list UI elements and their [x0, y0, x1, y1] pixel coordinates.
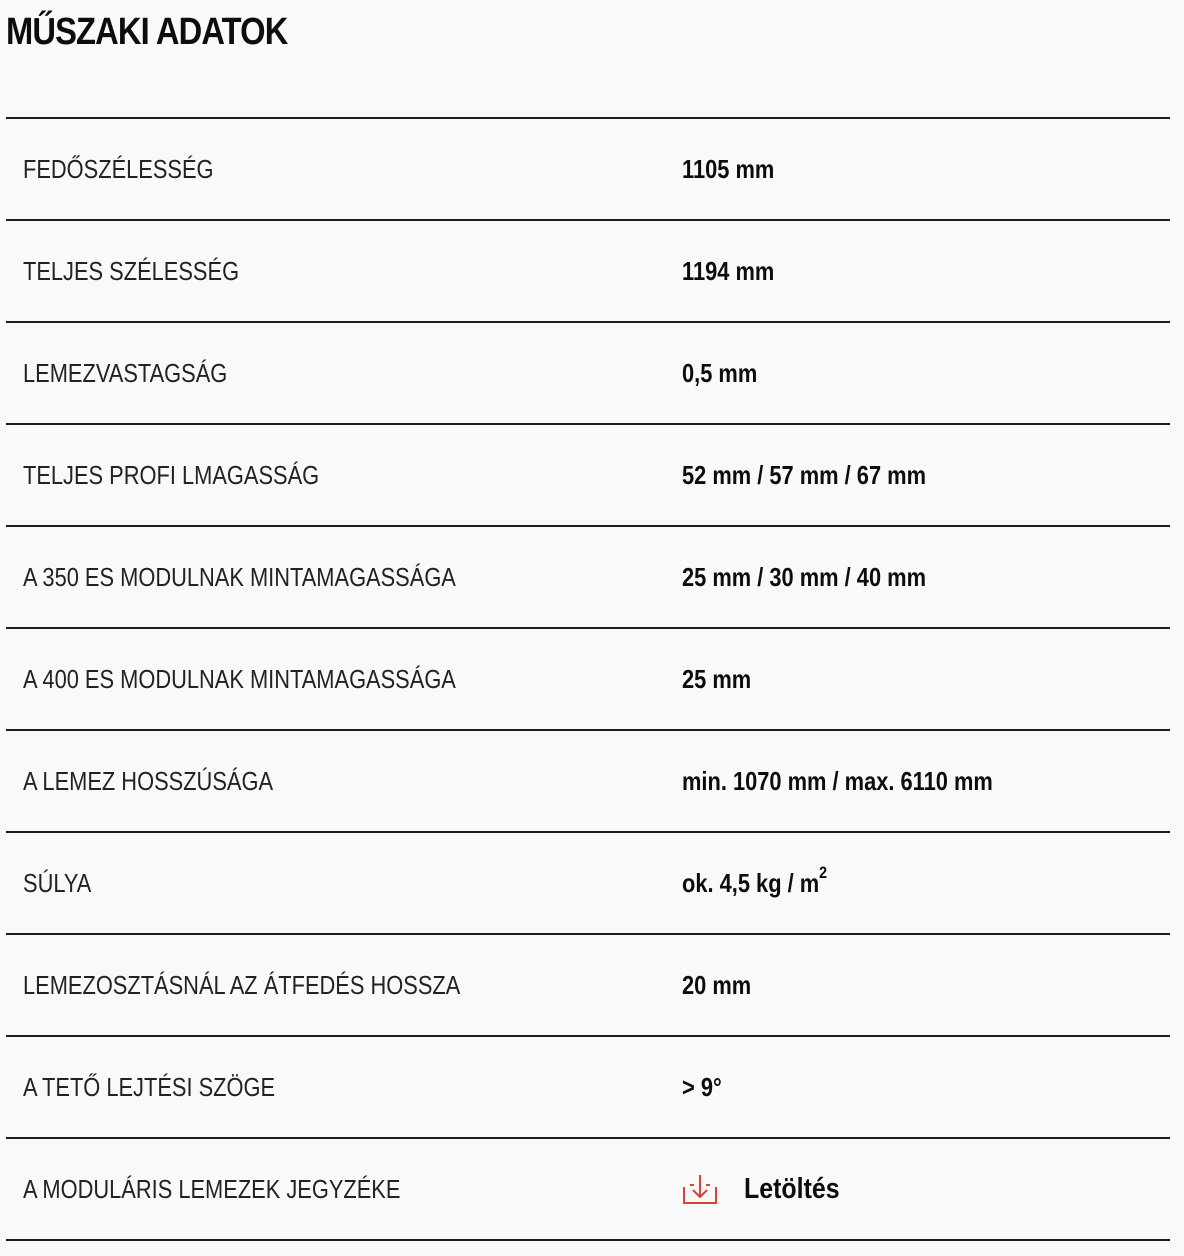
spec-label: A LEMEZ HOSSZÚSÁGA — [23, 766, 274, 796]
spec-label: A 350 ES MODULNAK MINTAMAGASSÁGA — [23, 562, 456, 592]
spec-label: TELJES PROFI LMAGASSÁG — [23, 460, 320, 490]
download-link[interactable] — [682, 1139, 855, 1239]
page-title: MŰSZAKI ADATOK — [6, 11, 288, 53]
spec-row-modularis-jegyzek — [6, 1139, 1170, 1241]
spec-row-teljes-szelesseg — [6, 221, 1170, 323]
spec-value: min. 1070 mm / max. 6110 mm — [682, 766, 993, 796]
spec-label: A TETŐ LEJTÉSI SZÖGE — [23, 1072, 276, 1102]
spec-value: 25 mm — [682, 664, 752, 694]
spec-value: > 9° — [682, 1072, 722, 1102]
spec-row-atfedes — [6, 935, 1170, 1037]
spec-value: 1194 mm — [682, 256, 775, 286]
spec-value-superscript: 2 — [819, 863, 828, 883]
spec-row-350-modul — [6, 527, 1170, 629]
spec-label: LEMEZVASTAGSÁG — [23, 358, 228, 388]
specs-table — [6, 117, 1170, 1241]
spec-value: 25 mm / 30 mm / 40 mm — [682, 562, 927, 592]
spec-row-400-modul — [6, 629, 1170, 731]
spec-row-lemez-hossz — [6, 731, 1170, 833]
download-label: Letöltés — [744, 1172, 840, 1205]
spec-row-lejtesi-szog — [6, 1037, 1170, 1139]
spec-row-sulya — [6, 833, 1170, 935]
spec-label: SÚLYA — [23, 868, 92, 898]
spec-label: LEMEZOSZTÁSNÁL AZ ÁTFEDÉS HOSSZA — [23, 970, 461, 1000]
spec-row-fedoszelesseg — [6, 119, 1170, 221]
spec-label: FEDŐSZÉLESSÉG — [23, 154, 214, 184]
spec-row-profil-magassag — [6, 425, 1170, 527]
spec-label: A 400 ES MODULNAK MINTAMAGASSÁGA — [23, 664, 456, 694]
spec-value: 52 mm / 57 mm / 67 mm — [682, 460, 927, 490]
spec-label: A MODULÁRIS LEMEZEK JEGYZÉKE — [23, 1174, 401, 1204]
spec-value: 20 mm — [682, 970, 752, 1000]
spec-value — [682, 833, 827, 933]
download-icon — [682, 1173, 718, 1205]
spec-value: 0,5 mm — [682, 358, 758, 388]
spec-value: 1105 mm — [682, 154, 775, 184]
spec-label: TELJES SZÉLESSÉG — [23, 256, 240, 286]
spec-row-lemezvastagsag — [6, 323, 1170, 425]
spec-value-text: ok. 4,5 kg / m — [682, 868, 820, 898]
